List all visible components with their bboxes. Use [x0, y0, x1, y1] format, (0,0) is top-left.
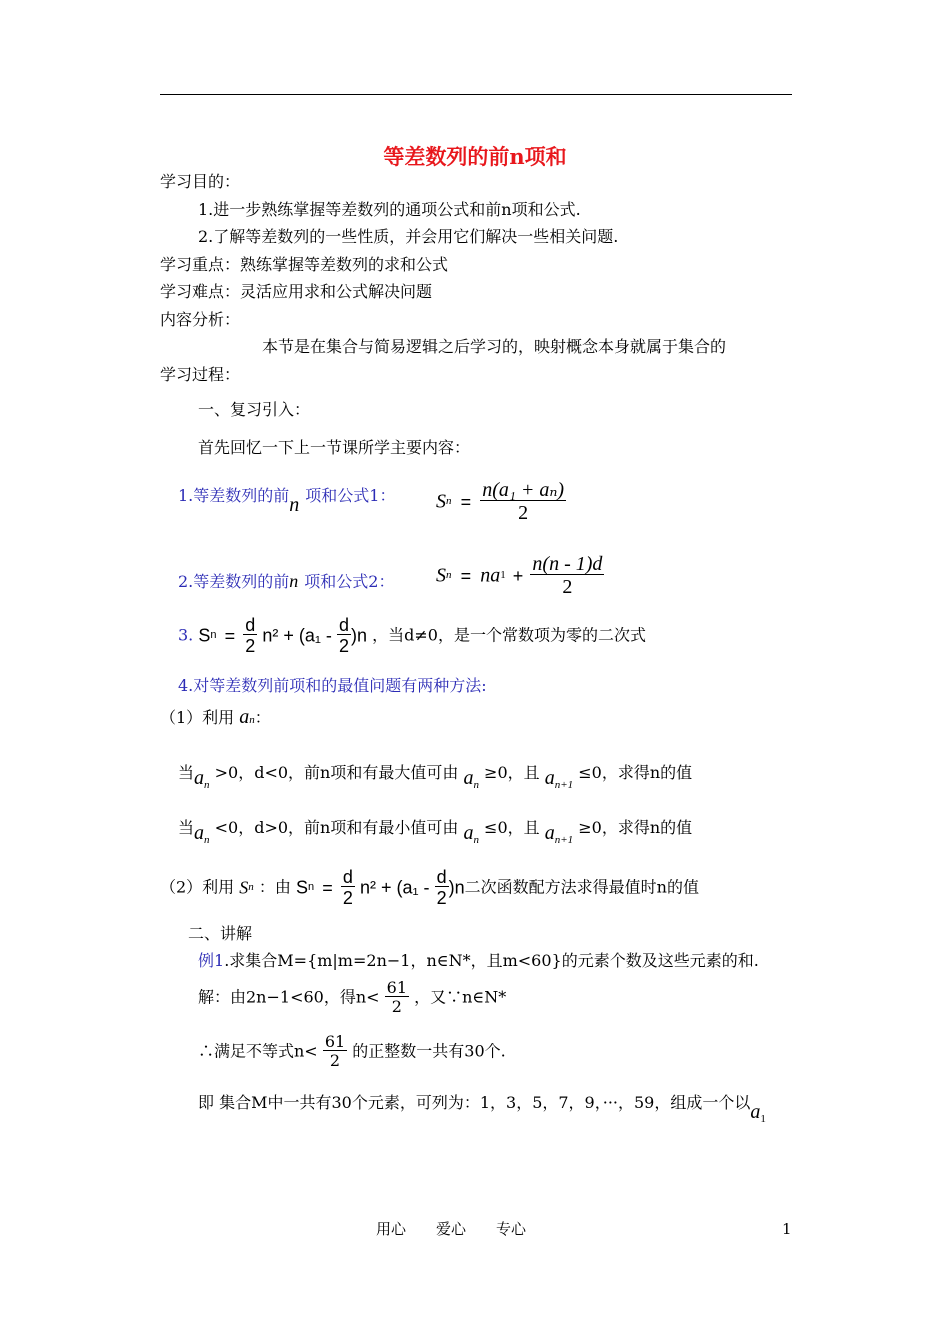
therefore-line	[198, 1034, 506, 1069]
case2-a-sub: n	[204, 834, 210, 846]
page-number: 1	[782, 1220, 792, 1238]
case2-a2: a	[463, 822, 474, 844]
formula3-frac2-den: 2	[339, 636, 350, 656]
therefore-fraction	[323, 1034, 347, 1069]
solution-fraction	[385, 980, 409, 1015]
case1-a-sub: n	[204, 779, 210, 791]
set-a1-sub: 1	[760, 1113, 766, 1125]
formula3-frac1	[243, 616, 257, 655]
formula2: Sn = na1 + $\frac{n(n - 1)d}{2}$	[436, 553, 603, 598]
method2-frac2	[435, 868, 449, 907]
solution-tail: ，又∵n∈N*	[414, 987, 507, 1007]
method2-frac1-num: d	[342, 867, 353, 887]
case2-a3: a	[544, 822, 555, 844]
method2-frac1	[341, 868, 355, 907]
key-point: 学习重点：熟练掌握等差数列的求和公式	[160, 255, 449, 274]
method2-frac2-num: d	[436, 867, 447, 887]
case1-a3-sub: n+1	[554, 779, 574, 791]
solution-frac-num: 61	[386, 978, 408, 997]
therefore-tail: 的正整数一共有30个.	[352, 1041, 506, 1061]
analysis-text: 本节是在集合与简易逻辑之后学习的，映射概念本身就属于集合的	[262, 337, 727, 356]
therefore-frac-num: 61	[324, 1032, 346, 1051]
method2-label: （2）利用	[160, 877, 235, 897]
solution-line	[198, 980, 506, 1015]
formula3: 3. Sn = $\frac{d}{2}$ n² + (a₁ - $\frac{d}{2}$ )n ，当d≠0，是一个常数项为零的二次式	[178, 615, 646, 656]
method2-mid-term: n² + (a₁ -	[359, 877, 430, 898]
formula1-numerator: n(a₁ + aₙ)	[482, 479, 565, 501]
formula2-term: na	[480, 564, 501, 587]
method2-frac2-den: 2	[436, 888, 447, 908]
case1-a: a	[194, 767, 205, 789]
objective-1: 1.进一步熟练掌握等差数列的通项公式和前n项和公式.	[198, 200, 581, 219]
set-a1: a	[750, 1101, 761, 1123]
process-label: 学习过程：	[160, 365, 241, 384]
formula3-frac1-num: d	[245, 615, 256, 635]
analysis-label: 内容分析：	[160, 310, 241, 329]
case2-a: a	[194, 822, 205, 844]
formula3-sub: n	[210, 629, 217, 641]
method2-tail: 二次函数配方法求得最值时n的值	[464, 877, 699, 897]
method2-line: （2）利用 Sn ：由 Sn = $\frac{d}{2}$ n² + (a₁ - $\frac{d}{2}$ )n二次函数配方法求得最值时n的值	[160, 867, 699, 908]
case1-when: 当	[178, 763, 195, 782]
method1-label: （1）利用	[160, 708, 235, 727]
formula3-end: )n	[351, 625, 368, 646]
page-title: 等差数列的前n项和	[383, 144, 567, 169]
therefore-frac-den: 2	[323, 1050, 347, 1069]
method1-colon: ：	[254, 708, 271, 727]
method2-S: S	[239, 877, 249, 898]
example1-text: .求集合M={m|m=2n−1，n∈N*，且m<60}的元素个数及这些元素的和.	[224, 951, 759, 970]
formula3-prefix: 3.	[178, 625, 194, 645]
section1-intro: 首先回忆一下上一节课所学主要内容：	[198, 438, 471, 457]
case1-line	[178, 762, 693, 791]
objectives-label: 学习目的：	[160, 172, 241, 191]
section1-heading: 一、复习引入：	[198, 400, 311, 419]
difficulty: 学习难点：灵活应用求和公式解决问题	[160, 282, 433, 301]
formula2-sub1: 1	[500, 569, 506, 581]
method1-a-sub: n	[249, 714, 255, 726]
set-line	[198, 1092, 766, 1125]
formula2-n: n	[289, 571, 299, 591]
solution-label: 解：由2n−1<60，得n<	[198, 987, 380, 1007]
method2-formula-sub: n	[308, 881, 315, 893]
case2-a3-sub: n+1	[554, 834, 574, 846]
case2-line	[178, 817, 693, 846]
formula2-S: S	[436, 564, 446, 587]
method2-end: )n	[448, 877, 465, 898]
case2-when: 当	[178, 818, 195, 837]
objective-2: 2.了解等差数列的一些性质，并会用它们解决一些相关问题.	[198, 227, 619, 246]
formula1-S: S	[436, 490, 446, 513]
section2-heading: 二、讲解	[188, 924, 253, 943]
case2-a2-sub: n	[473, 834, 479, 846]
formula2-line	[178, 572, 394, 590]
footer-motto: 用心 爱心 专心	[376, 1220, 527, 1238]
formula1-suffix: 项和公式1：	[305, 486, 396, 505]
formula2-fraction	[530, 554, 604, 597]
method2-mid: ：由	[258, 877, 291, 897]
formula2-suffix: 项和公式2：	[304, 572, 395, 591]
case1-le: ≤0，求得n的值	[578, 763, 693, 782]
formula1-line	[178, 485, 396, 516]
formula1: Sn = $\frac{\text{n(a₁ + aₙ)}}{2}$	[436, 479, 565, 524]
case1-a2: a	[463, 767, 474, 789]
item4: 4.对等差数列前项和的最值问题有两种方法:	[178, 676, 487, 695]
case1-a3: a	[544, 767, 555, 789]
method1-line	[160, 707, 271, 727]
case1-ge: ≥0，且	[484, 763, 540, 782]
example1-label: 例1	[198, 951, 225, 970]
method2-frac1-den: 2	[342, 888, 353, 908]
formula1-n: n	[289, 494, 300, 516]
formula1-fraction	[480, 480, 566, 523]
case1-a2-sub: n	[473, 779, 479, 791]
formula1-denominator: 2	[480, 500, 566, 523]
formula3-note: ，当d≠0，是一个常数项为零的二次式	[372, 625, 646, 645]
set-text: 即 集合M中一共有30个元素，可列为：1，3，5，7，9，···，59，组成一个以	[198, 1093, 751, 1112]
therefore-prefix: ∴满足不等式n<	[198, 1041, 318, 1061]
formula2-numerator: n(n - 1)d	[532, 553, 603, 575]
formula1-label: 1.等差数列的前	[178, 486, 290, 505]
case2-le: ≥0，求得n的值	[578, 818, 693, 837]
method2-S-sub: n	[248, 881, 254, 893]
formula1-sub: n	[446, 495, 452, 507]
header-rule	[160, 94, 792, 95]
formula3-mid: n² + (a₁ -	[262, 625, 332, 646]
formula2-denominator: 2	[530, 574, 604, 597]
formula3-frac2-num: d	[339, 615, 350, 635]
formula3-frac1-den: 2	[245, 636, 256, 656]
method1-a: a	[239, 706, 250, 728]
formula3-frac2	[337, 616, 351, 655]
case1-cond: >0，d<0，前n项和有最大值可由	[214, 763, 459, 782]
case2-cond: <0，d>0，前n项和有最小值可由	[214, 818, 459, 837]
example1-line	[198, 953, 759, 969]
case2-ge: ≤0，且	[484, 818, 540, 837]
solution-frac-den: 2	[385, 996, 409, 1015]
formula2-sub: n	[446, 569, 452, 581]
formula2-label: 2.等差数列的前	[178, 572, 290, 591]
